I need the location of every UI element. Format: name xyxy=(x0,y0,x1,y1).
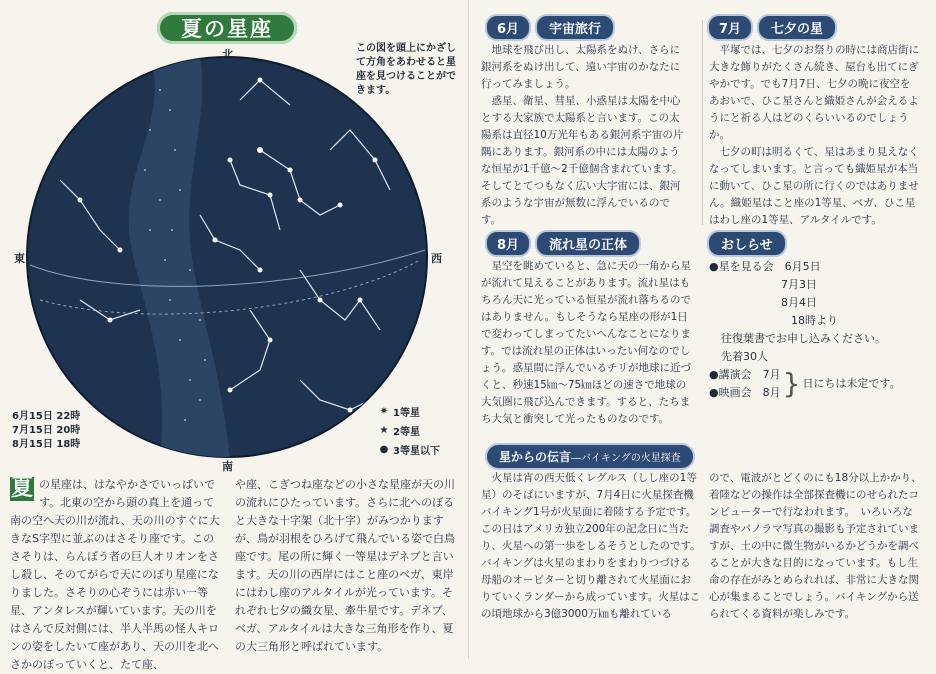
mars-heading xyxy=(485,443,695,470)
legend-label: 3等星以下 xyxy=(393,446,440,457)
notice-line: 7月3日 xyxy=(781,278,817,291)
compass-west: 西 xyxy=(431,252,442,265)
paragraph: 平塚では、七夕のお祭りの時には商店街に大きな飾りがたくさん続き、屋台も出てにぎやかです。でも7月7日、七夕の晩に夜空をあおいで、ひこ星さんと織姫さんが会えるようにと祈る人はどのくらいいるのでしょうか。 xyxy=(709,44,919,141)
june-text xyxy=(481,42,689,229)
compass-south: 南 xyxy=(222,460,233,473)
intro-text: の星座は、はなやかさでいっぱいです。北東の空から頭の真上を通って南の空へ天の川が流れ、天の川のすぐに大きなS字型に並ぶのはさそり座です。このさそりは、らんぼう者の巨人オリオンをさし殺し、そのてがらで天にのぼり星座になりました。さそりの心ぞうには赤い一等星、アンタレスが輝いています。天の川をはさんで反対側には、半人半馬の怪人キロンの姿をしたいて座があり、天の川を北へさかのぼっていくと、たて座、 xyxy=(10,478,220,671)
notice-body: ●星を見る会 6月5日 7月3日 8月4日 18時より 往復葉書でお申し込みください。 先着30人 ●講演会 7月 ●映画会 8月 } 日にちは未定です。 xyxy=(709,260,901,400)
july-month: 7月 xyxy=(707,14,753,41)
notice-title: おしらせ xyxy=(707,230,787,257)
june-title: 宇宙旅行 xyxy=(535,14,615,41)
right-page xyxy=(468,0,936,659)
legend-label: 1等星 xyxy=(393,408,420,419)
august-month: 8月 xyxy=(485,230,531,257)
june-heading xyxy=(485,14,615,41)
july-text xyxy=(709,42,919,229)
notice-line: 18時より xyxy=(791,314,838,327)
notice-line: 往復葉書でお申し込みください。 xyxy=(721,332,886,345)
chart-dates xyxy=(12,410,80,452)
notice-line: 日にちは未定です。 xyxy=(802,377,901,390)
notice-line: 8月4日 xyxy=(781,296,817,309)
mars-text-2: ので、電波がとどくのにも18分以上かかり、着陸などの操作は全部探査機にのせられたコンピューターで行なわれます。 いろいろな調査やパノラマ写真の撮影も予定されていますが、土の中に微生物がいるかどうかを調べることが大きな目的になっています。もし生命の存在がみとめられれば、非常に大きな関心が集まることでしょう。バイキングから送られてくる資料が楽しみです。 xyxy=(709,472,922,620)
paragraph: 惑星、衛星、彗星、小惑星は太陽を中心とする大家族で太陽系と言います。この太陽系は直径10万光年もある銀河系宇宙の片隅にあります。銀河系の中には太陽のような恒星が1千億～2千億個含まれています。そしてとてつもなく広い大宇宙には、銀河系のような宇宙が無数に浮んでいるのです。 xyxy=(481,95,684,226)
compass-east: 東 xyxy=(14,252,25,265)
third-magnitude-icon: ● xyxy=(379,444,389,455)
left-page xyxy=(0,0,468,671)
first-magnitude-icon: ✷ xyxy=(379,406,389,417)
chart-hint: この図を頭上にかざして方角をあわせると星座を見つけることができます。 xyxy=(356,43,456,96)
second-magnitude-icon: ★ xyxy=(379,425,389,436)
compass-north: 北 xyxy=(222,48,233,61)
date-line: 6月15日 22時 xyxy=(12,411,81,422)
page-title: 夏の星座 xyxy=(157,12,297,44)
july-title: 七夕の星 xyxy=(757,14,837,41)
mars-title: 星からの伝言 xyxy=(499,450,572,464)
august-heading xyxy=(485,230,641,257)
notice-line: ●映画会 8月 xyxy=(709,386,781,399)
june-month: 6月 xyxy=(485,14,531,41)
notice-line: ●星を見る会 6月5日 xyxy=(709,260,821,273)
intro-column-2: や座、こぎつね座などの小さな星座が天の川の流れにひたっています。さらに北へのぼると大きな十字架（北十字）がみつかりますが、鳥が羽根をひろげて飛んでいる姿で白鳥座です。尾の所に輝く一等星はデネブと言います。天の川の西岸にはこと座のベガ、東岸にはわし座のアルタイルが光っています。それぞれ七夕の織女星、牽牛星です。デネブ、ベガ、アルタイルは大きな三角形を作り、夏の大三角形と呼ばれています。 xyxy=(235,478,455,653)
date-line: 8月15日 18時 xyxy=(12,439,81,450)
paragraph: 七夕の町は明るくて、星はあまり見えなくなってしまいます。と言っても織姫星が本当に動いて、ひこ星の所に行くのではありません。織姫星はこと座の1等星、ベガ、ひこ星はわし座の1等星、アルタイルです。 xyxy=(709,146,919,226)
july-heading xyxy=(707,14,837,41)
notice-heading xyxy=(707,230,787,257)
notice-line: 先着30人 xyxy=(721,350,768,363)
mars-text-1: 火星は宵の西天低くレグルス（しし座の1等星）のそばにいますが、7月4日に火星探査機バイキング1号が火星面に着陸する予定です。この日はアメリカ独立200年の記念日に当たり、火星への第一歩をしるそうとしたのです。 バイキングは火星のまわりをまわりつづける母船のオービターと切り離されて火星面におりていくランダーから成っています。火星はこの頃地球から3億3000万㎞も離れている xyxy=(481,472,706,620)
august-title: 流れ星の正体 xyxy=(535,230,641,257)
date-line: 7月15日 20時 xyxy=(12,425,81,436)
intro-column-1 xyxy=(10,476,222,674)
legend-label: 2等星 xyxy=(393,427,420,438)
drop-cap: 夏 xyxy=(10,476,33,501)
magnitude-legend xyxy=(375,402,440,459)
paragraph: 地球を飛び出し、太陽系をぬけ、さらに銀河系をぬけ出して、遠い宇宙のかなたに行ってみましょう。 xyxy=(481,44,681,90)
august-text: 星空を眺めていると、急に天の一角から星が流れて見えることがあります。流れ星はもちろん天に光っている恒星が流れ落ちるのではありません。もしそうなら星座の形が1日で変わってしまってたいへんなことになります。では流れ星の正体はいったい何なのでしょう。惑星間に浮んでいるチリが地球に近づくと、秒速15㎞～75㎞ほどの速さで地球の大気圏に飛び込んできます。すると、たちまち大気と衝突して光ったものなのです。 xyxy=(481,260,691,425)
mars-subtitle: ―バイキングの火星探査 xyxy=(571,453,681,464)
notice-line: ●講演会 7月 xyxy=(709,368,781,381)
column-divider xyxy=(702,20,703,225)
mars-title-pill xyxy=(485,443,695,470)
